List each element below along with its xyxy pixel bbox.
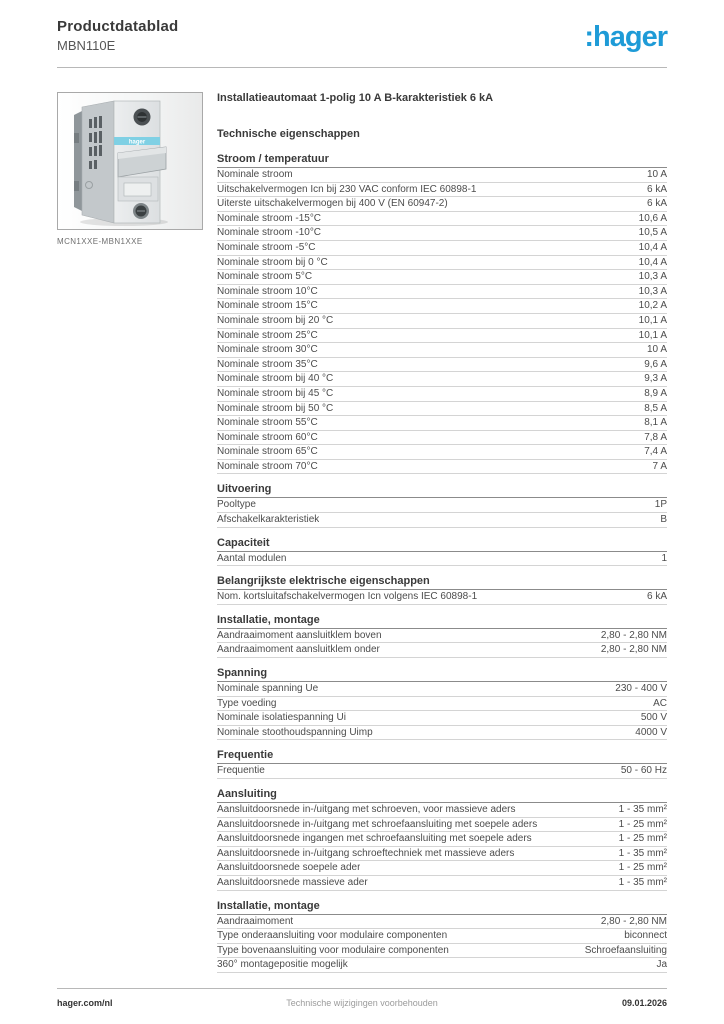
spec-row [217,929,667,944]
spec-row [217,915,667,930]
section-title: Capaciteit [217,537,667,552]
spec-label: Type bovenaansluiting voor modulaire componenten [217,944,449,956]
spec-row [217,256,667,271]
spec-label: Nominale stroom 60°C [217,431,318,443]
product-code: MBN110E [57,38,116,53]
spec-row [217,226,667,241]
spec-label: Frequentie [217,765,265,777]
spec-value: 1P [654,499,667,511]
spec-row [217,416,667,431]
footer-date: 09.01.2026 [621,998,667,1008]
spec-row [217,764,667,779]
spec-row [217,861,667,876]
spec-label: Type onderaansluiting voor modulaire componenten [217,930,448,942]
spec-value: 10,4 A [638,256,667,268]
spec-row [217,358,667,373]
spec-label: Nominale stroom bij 0 °C [217,256,328,268]
spec-row [217,387,667,402]
spec-row [217,958,667,973]
spec-row [217,445,667,460]
spec-label: Uitschakelvermogen Icn bij 230 VAC conform IEC 60898-1 [217,183,477,195]
spec-row [217,643,667,658]
spec-label: Nominale stroom 10°C [217,285,318,297]
section-title: Stroom / temperatuur [217,153,667,168]
spec-value: 10,1 A [638,314,667,326]
section-title: Frequentie [217,749,667,764]
spec-row [217,431,667,446]
spec-value: biconnect [624,930,667,942]
spec-row [217,944,667,959]
spec-value: AC [653,697,667,709]
spec-label: Aansluitdoorsnede ingangen met schroefaansluiting met soepele aders [217,833,532,845]
spec-value: 1 - 35 mm² [618,847,667,859]
spec-label: Nominale stroom 55°C [217,417,318,429]
spec-row [217,168,667,183]
spec-value: B [660,514,667,526]
section-title: Installatie, montage [217,614,667,629]
spec-value: Ja [656,959,667,971]
spec-value: 9,3 A [644,373,667,385]
spec-label: Aansluitdoorsnede in-/uitgang schroeftechniek met massieve aders [217,847,515,859]
section-title: Uitvoering [217,483,667,498]
spec-row [217,726,667,741]
spec-value: 8,5 A [644,402,667,414]
spec-row [217,847,667,862]
spec-label: Nom. kortsluitafschakelvermogen Icn volgens IEC 60898-1 [217,591,478,603]
spec-label: Nominale stroom bij 50 °C [217,402,334,414]
spec-row [217,285,667,300]
spec-value: 10,3 A [638,271,667,283]
content-area [57,92,667,973]
spec-row [217,832,667,847]
spec-column [217,92,667,973]
spec-label: Aansluitdoorsnede massieve ader [217,876,368,888]
spec-value: 6 kA [646,591,667,603]
spec-value: 6 kA [646,198,667,210]
section-title: Installatie, montage [217,900,667,915]
spec-label: Nominale stroom 35°C [217,358,318,370]
page-header [57,18,667,54]
spec-label: Nominale stroom [217,169,293,180]
product-image-column [57,92,203,973]
spec-value: 1 - 25 mm² [618,862,667,874]
footer-disclaimer: Technische wijzigingen voorbehouden [286,998,438,1008]
spec-value: Schroefaansluiting [584,944,667,956]
spec-value: 7 A [652,460,667,472]
spec-label: Uiterste uitschakelvermogen bij 400 V (EN 60947-2) [217,198,448,210]
spec-value: 10,5 A [638,227,667,239]
hager-logo: :hager [584,21,667,53]
header-text-block [57,18,178,54]
spec-row [217,241,667,256]
spec-value: 1 - 35 mm² [618,804,667,815]
spec-row [217,402,667,417]
spec-row [217,183,667,198]
header-divider [57,67,667,68]
spec-row [217,212,667,227]
spec-label: Aansluitdoorsnede in-/uitgang met schroeven, voor massieve aders [217,804,516,815]
page-title: Productdatablad [57,18,179,35]
spec-value: 10,6 A [638,212,667,224]
spec-row [217,299,667,314]
spec-value: 50 - 60 Hz [620,765,667,777]
spec-row [217,697,667,712]
spec-row [217,711,667,726]
spec-label: Aandraaimoment aansluitklem onder [217,644,380,656]
spec-value: 10,4 A [638,241,667,253]
spec-label: Nominale stroom bij 20 °C [217,314,334,326]
spec-value: 7,8 A [644,431,667,443]
spec-value: 10,1 A [638,329,667,341]
spec-value: 500 V [640,712,667,724]
product-image-caption: MCN1XXE-MBN1XXE [57,237,143,246]
spec-value: 10 A [646,169,667,180]
section-title: Belangrijkste elektrische eigenschappen [217,575,667,590]
tech-section-title: Technische eigenschappen [217,128,360,140]
spec-value: 9,6 A [644,358,667,370]
spec-row [217,329,667,344]
spec-label: 360° montagepositie mogelijk [217,959,348,971]
spec-value: 2,80 - 2,80 NM [600,915,667,927]
spec-label: Nominale stroom -15°C [217,212,322,224]
footer-row [57,989,667,1008]
spec-label: Nominale stroom 15°C [217,300,318,312]
spec-row [217,682,667,697]
spec-value: 4000 V [635,726,667,738]
spec-label: Nominale stroom -10°C [217,227,322,239]
spec-label: Nominale stroom 30°C [217,344,318,356]
spec-row [217,343,667,358]
product-description: Installatieautomaat 1-polig 10 A B-karakteristiek 6 kA [217,92,494,104]
spec-row [217,552,667,567]
spec-row [217,818,667,833]
spec-value: 10,3 A [638,285,667,297]
spec-value: 230 - 400 V [615,683,667,695]
spec-row [217,803,667,818]
product-image [57,92,203,230]
section-title: Aansluiting [217,788,667,803]
page-footer [57,988,667,1024]
spec-label: Nominale stroom -5°C [217,241,316,253]
spec-label: Aandraaimoment [217,915,294,927]
spec-row [217,314,667,329]
spec-sections [217,153,667,973]
spec-row [217,270,667,285]
spec-label: Nominale stroom bij 40 °C [217,373,334,385]
spec-row [217,498,667,513]
spec-value: 1 - 25 mm² [618,818,667,830]
spec-label: Aansluitdoorsnede soepele ader [217,862,361,874]
spec-value: 7,4 A [644,446,667,458]
spec-label: Nominale spanning Ue [217,683,319,695]
spec-value: 1 - 35 mm² [618,876,667,888]
spec-value: 8,1 A [644,417,667,429]
spec-row [217,372,667,387]
spec-value: 10,2 A [638,300,667,312]
spec-label: Nominale stroom 5°C [217,271,313,283]
spec-label: Aandraaimoment aansluitklem boven [217,629,382,641]
spec-label: Aansluitdoorsnede in-/uitgang met schroefaansluiting met soepele aders [217,818,538,830]
section-title: Spanning [217,667,667,682]
spec-label: Nominale stoothoudspanning Uimp [217,726,373,738]
spec-label: Afschakelkarakteristiek [217,514,320,526]
spec-value: 2,80 - 2,80 NM [600,644,667,656]
spec-value: 6 kA [646,183,667,195]
footer-url[interactable]: hager.com/nl [57,998,113,1008]
spec-label: Type voeding [217,697,277,709]
spec-value: 1 [661,552,667,564]
spec-row [217,876,667,891]
spec-label: Nominale stroom 70°C [217,460,318,472]
spec-value: 8,9 A [644,387,667,399]
spec-value: 2,80 - 2,80 NM [600,629,667,641]
spec-value: 1 - 25 mm² [618,833,667,845]
circuit-breaker-illustration [58,93,202,229]
svg-text:hager: hager [128,139,146,146]
spec-row [217,197,667,212]
spec-label: Nominale stroom 65°C [217,446,318,458]
spec-value: 10 A [646,344,667,356]
spec-label: Nominale stroom bij 45 °C [217,387,334,399]
spec-row [217,460,667,475]
spec-label: Nominale stroom 25°C [217,329,318,341]
spec-row [217,513,667,528]
spec-row [217,629,667,644]
spec-label: Aantal modulen [217,552,287,564]
spec-label: Pooltype [217,499,256,511]
spec-row [217,590,667,605]
spec-label: Nominale isolatiespanning Ui [217,712,346,724]
